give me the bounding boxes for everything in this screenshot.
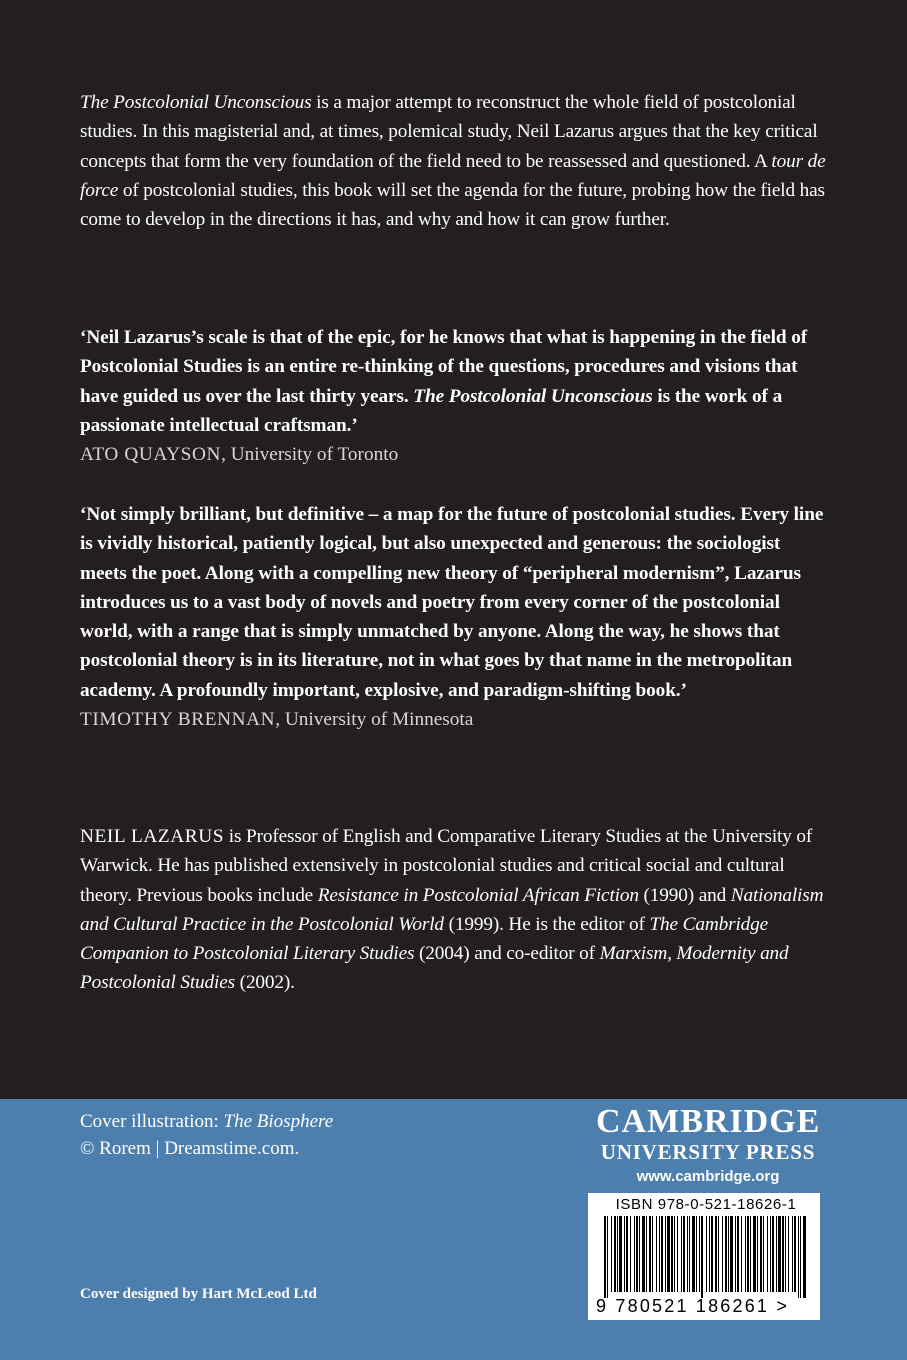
barcode-bar <box>745 1216 746 1292</box>
quote2-attribution <box>80 709 473 730</box>
credit-line-2: © Rorem | Dreamstime.com. <box>80 1138 300 1159</box>
quote1-attribution <box>80 444 398 465</box>
bio-book-2: Nationalism and Cultural Practice in the Postcolonial World <box>80 884 824 935</box>
barcode-bar <box>659 1216 660 1292</box>
barcode-bar <box>778 1216 781 1292</box>
barcode-bar <box>728 1216 729 1292</box>
bio-text-4: (2004) and co-editor of <box>414 943 600 965</box>
barcode-bar <box>652 1216 653 1292</box>
quote1-title: The Postcolonial Unconscious <box>413 385 653 407</box>
barcode-bar <box>689 1216 690 1292</box>
barcode-bar <box>634 1216 635 1292</box>
barcode-bar <box>604 1216 606 1298</box>
barcode-bar <box>701 1216 703 1298</box>
barcode-bar <box>630 1216 631 1292</box>
bio-text-2: (1990) and <box>638 884 731 906</box>
barcode-bar <box>696 1216 697 1292</box>
barcode-bar <box>711 1216 713 1292</box>
quote1-affiliation: , University of Toronto <box>221 444 399 466</box>
barcode-bar <box>611 1216 612 1292</box>
quote1-author: ATO QUAYSON <box>80 444 222 466</box>
barcode-bar <box>636 1216 638 1292</box>
publisher-website: www.cambridge.org <box>636 1168 780 1185</box>
barcode-bar <box>798 1216 799 1298</box>
barcode-bar <box>735 1216 736 1292</box>
barcode-bar <box>646 1216 647 1292</box>
publisher-logo-subtitle: UNIVERSITY PRESS <box>600 1140 816 1164</box>
barcode-bar <box>607 1216 608 1298</box>
barcode-bar <box>649 1216 651 1292</box>
barcode-bar <box>750 1216 751 1292</box>
barcode-bar <box>681 1216 682 1292</box>
barcode-bar <box>772 1216 774 1292</box>
barcode-bar <box>709 1216 710 1292</box>
barcode-bar <box>718 1216 719 1292</box>
barcode-digits: 9 780521 186261 > <box>596 1296 790 1316</box>
barcode-bar <box>661 1216 663 1292</box>
bio-text-5: (2002). <box>235 972 295 994</box>
barcode-bar <box>747 1216 749 1292</box>
description-title: The Postcolonial Unconscious <box>80 92 312 113</box>
cover-credit <box>80 1108 333 1162</box>
book-description <box>80 88 830 234</box>
credit-title: The Biosphere <box>223 1111 334 1132</box>
barcode-bar <box>803 1216 806 1298</box>
barcode-bar <box>674 1216 675 1292</box>
bio-book-4: Marxism, Modernity and Postcolonial Studies <box>80 943 789 994</box>
barcode-bar <box>782 1216 784 1292</box>
bio-book-3: The Cambridge Companion to Postcolonial Literary Studies <box>80 913 769 965</box>
cover-designer: Cover designed by Hart McLeod Ltd <box>80 1286 317 1302</box>
barcode-bar <box>767 1216 768 1292</box>
barcode-bar <box>785 1216 786 1292</box>
description-text-1: is a major attempt to reconstruct the whole field of postcolonial studies. In this magisterial and, at times, polemical study, Neil Lazarus argues that the key critical concepts that form the very foundation of the field need to be reassessed and questioned. A <box>80 92 818 172</box>
quote1-text-1: ‘Neil Lazarus’s scale is that of the epic, for he knows that what is happening in the field of Postcolonial Studies is an entire re-thinking of the questions, procedures and visions that have guided us over the last thirty years. <box>80 327 808 407</box>
barcode-bar <box>722 1216 723 1292</box>
author-bio <box>80 822 830 998</box>
barcode-bar <box>730 1216 733 1292</box>
barcode-bar <box>706 1216 707 1292</box>
barcode-bar <box>624 1216 625 1292</box>
quote2-text: ‘Not simply brilliant, but definitive – a map for the future of postcolonial studies. Every line is vividly historical, patiently logical, but also unexpected and generous: the sociologist meets the poet. Along with a compelling new theory of “peripheral modernism”, Lazarus introduces us to a vast body of novels and poetry from every corner of the postcolonial world, with a range that is simply unmatched by anyone. Along the way, he shows that postcolonial theory is in its literature, not in what goes by that name in the metropolitan academy. A profoundly important, explosive, and paradigm-shifting book.’ <box>80 504 824 701</box>
barcode-bar <box>619 1216 622 1292</box>
barcode-bar <box>741 1216 742 1292</box>
barcode-bar <box>776 1216 777 1292</box>
barcode-bar <box>614 1216 616 1292</box>
barcode-bar <box>725 1216 727 1292</box>
barcode-bar <box>757 1216 758 1292</box>
bio-text-1: is Professor of English and Comparative Literary Studies at the University of Warwick. He has published extensively in postcolonial studies and critical social and cultural theory. Previous books include <box>80 826 813 906</box>
barcode-bar <box>617 1216 618 1292</box>
barcode-bar <box>665 1216 666 1292</box>
review-quote-1 <box>80 323 830 469</box>
quote1-text-2: is the work of a passionate intellectual craftsman.’ <box>80 385 783 436</box>
quote2-author: TIMOTHY BRENNAN <box>80 709 276 731</box>
barcode-bar <box>737 1216 739 1292</box>
barcode-bar <box>671 1216 673 1292</box>
barcode-bar <box>683 1216 685 1292</box>
barcode-bar <box>626 1216 628 1292</box>
bio-book-1: Resistance in Postcolonial African Fiction <box>317 884 639 906</box>
barcode-icon <box>600 1216 808 1298</box>
barcode-bar <box>800 1216 801 1298</box>
barcode-bar <box>788 1216 789 1292</box>
barcode-bar <box>763 1216 764 1292</box>
publisher-logo-name: CAMBRIDGE <box>596 1103 821 1140</box>
barcode-bar <box>642 1216 645 1292</box>
barcode-bar <box>760 1216 762 1292</box>
barcode-bar <box>656 1216 657 1292</box>
barcode-bar <box>692 1216 695 1292</box>
isbn-label: ISBN 978-0-521-18626-1 <box>615 1196 797 1213</box>
barcode-bar <box>792 1216 793 1292</box>
barcode-bar <box>699 1216 700 1292</box>
description-text-2: of postcolonial studies, this book will set the agenda for the future, probing how the field has come to develop in the directions it has, and why and how it can grow further. <box>80 179 825 231</box>
barcode-bar <box>667 1216 670 1292</box>
barcode-bar <box>677 1216 678 1292</box>
bio-text-3: (1999). He is the editor of <box>443 913 650 935</box>
quote2-affiliation: , University of Minnesota <box>275 709 474 731</box>
barcode-bar <box>639 1216 640 1292</box>
bio-name: NEIL LAZARUS <box>80 826 225 847</box>
description-phrase: tour de force <box>80 150 826 201</box>
barcode-bar <box>770 1216 771 1292</box>
review-quote-2 <box>80 500 830 734</box>
barcode-bar <box>753 1216 756 1292</box>
barcode-bar <box>715 1216 717 1292</box>
credit-label: Cover illustration: <box>80 1111 224 1132</box>
barcode-bar <box>687 1216 688 1292</box>
barcode-bar <box>794 1216 796 1292</box>
